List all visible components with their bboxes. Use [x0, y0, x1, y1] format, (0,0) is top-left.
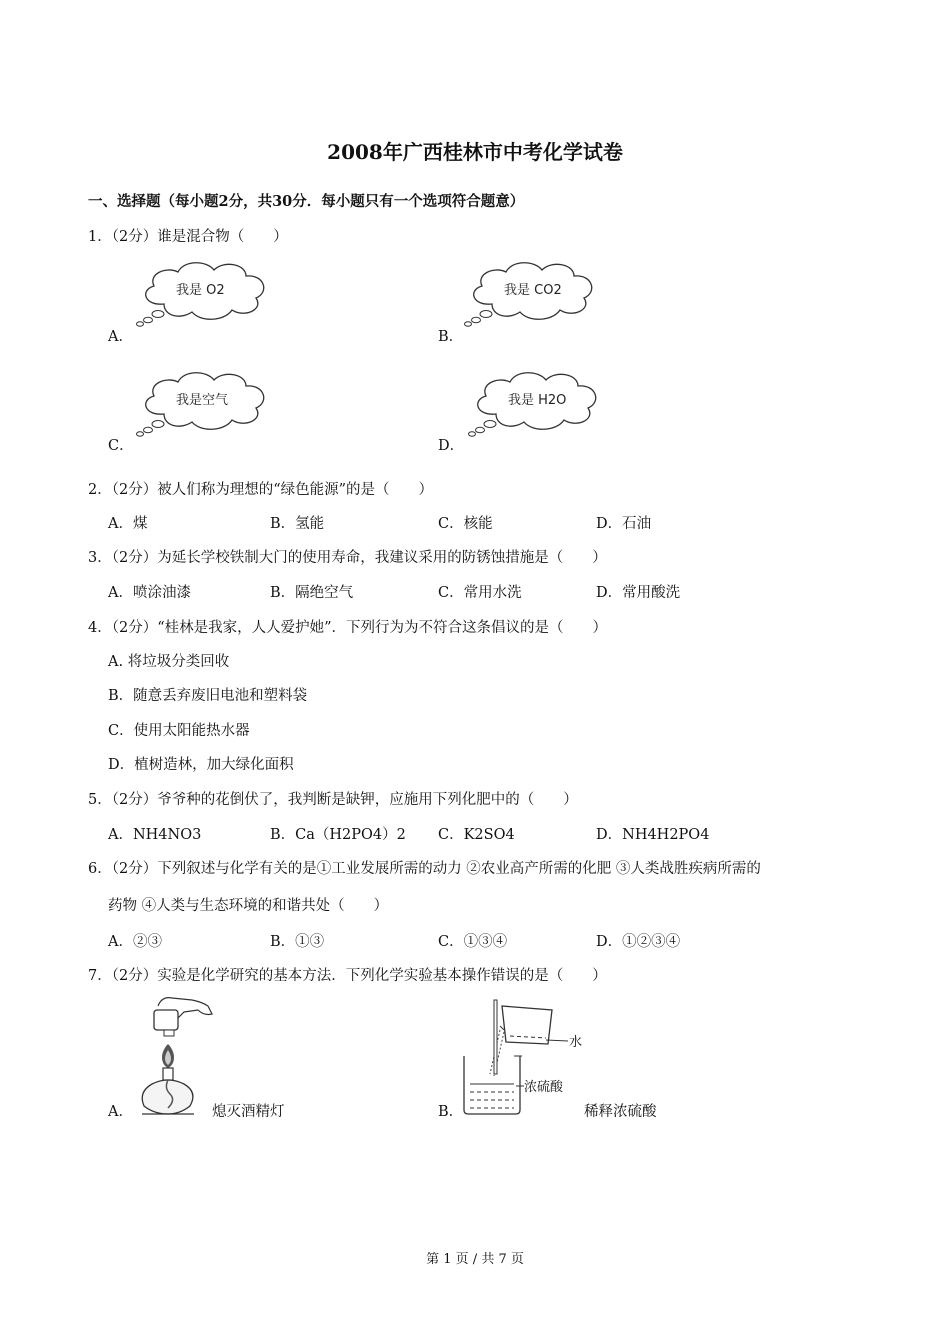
question-5-stem: 5．（2分）爷爷种的花倒伏了，我判断是缺钾，应施用下列化肥中的（ ）	[88, 792, 578, 808]
q5-option-a: A．NH4NO3	[108, 827, 202, 843]
question-1-stem: 1．（2分）谁是混合物（ ）	[88, 229, 288, 245]
question-6-stem-line2: 药物 ④人类与生态环境的和谐共处（ ）	[108, 898, 389, 914]
q4-option-d: D．植树造林，加大绿化面积	[108, 757, 294, 773]
q1-option-d-cloud	[466, 366, 606, 438]
q7-caption-a: 熄灭酒精灯	[212, 1104, 285, 1120]
page-footer: 第 1 页 / 共 7 页	[426, 1252, 524, 1267]
q7-figure-extinguish-lamp	[132, 992, 216, 1120]
q7-figure-dilute-acid	[460, 996, 590, 1120]
q3-option-b: B．隔绝空气	[270, 585, 354, 601]
q1-option-b-label: B．	[438, 329, 464, 345]
q7-option-b-label: B．	[438, 1104, 464, 1120]
q4-option-b: B．随意丢弃废旧电池和塑料袋	[108, 688, 308, 704]
q5-option-d: D．NH4H2PO4	[596, 827, 710, 843]
q6-option-a: A．②③	[108, 934, 162, 950]
q7-caption-b: 稀释浓硫酸	[584, 1104, 657, 1120]
q2-option-c: C．核能	[438, 516, 493, 532]
q1-cloud-d-text: 我是 H2O	[508, 393, 567, 408]
q2-option-d: D．石油	[596, 516, 652, 532]
question-4-stem: 4．（2分）“桂林是我家，人人爱护她”．下列行为为不符合这条倡议的是（ ）	[88, 620, 608, 636]
q7-option-a-label: A．	[108, 1104, 133, 1120]
q1-option-c-cloud	[134, 366, 274, 438]
q3-option-c: C．常用水洗	[438, 585, 522, 601]
q7-label-acid: 浓硫酸	[524, 1080, 564, 1095]
q1-cloud-a-text: 我是 O2	[176, 283, 225, 298]
q2-option-b: B．氢能	[270, 516, 325, 532]
question-6-stem-line1: 6．（2分）下列叙述与化学有关的是①工业发展所需的动力 ②农业高产所需的化肥 ③人类战胜疾病所需的	[88, 861, 761, 877]
q3-option-a: A．喷涂油漆	[108, 585, 191, 601]
question-7-stem: 7．（2分）实验是化学研究的基本方法．下列化学实验基本操作错误的是（ ）	[88, 968, 607, 984]
q4-option-c: C．使用太阳能热水器	[108, 723, 250, 739]
q1-option-a-label: A．	[108, 329, 133, 345]
q4-option-a: A. 将垃圾分类回收	[108, 654, 230, 670]
q6-option-b: B．①③	[270, 934, 325, 950]
page-title: 2008年广西桂林市中考化学试卷	[327, 140, 623, 164]
section-heading: 一、选择题（每小题2分，共30分．每小题只有一个选项符合题意）	[88, 193, 525, 210]
q2-option-a: A．煤	[108, 516, 148, 532]
q1-option-d-label: D．	[438, 438, 465, 454]
q1-option-c-label: C．	[108, 438, 134, 454]
q3-option-d: D．常用酸洗	[596, 585, 681, 601]
q6-option-c: C．①③④	[438, 934, 508, 950]
question-3-stem: 3．（2分）为延长学校铁制大门的使用寿命，我建议采用的防锈蚀措施是（ ）	[88, 550, 607, 566]
q1-cloud-c-text: 我是空气	[176, 393, 229, 408]
q1-option-a-cloud	[134, 256, 274, 328]
q7-label-water: 水	[569, 1035, 583, 1050]
q1-option-b-cloud	[462, 256, 602, 328]
q1-cloud-b-text: 我是 CO2	[504, 283, 562, 298]
q5-option-b: B．Ca（H2PO4）2	[270, 827, 406, 843]
q5-option-c: C．K2SO4	[438, 827, 515, 843]
question-2-stem: 2．（2分）被人们称为理想的“绿色能源”的是（ ）	[88, 482, 434, 498]
q6-option-d: D．①②③④	[596, 934, 681, 950]
